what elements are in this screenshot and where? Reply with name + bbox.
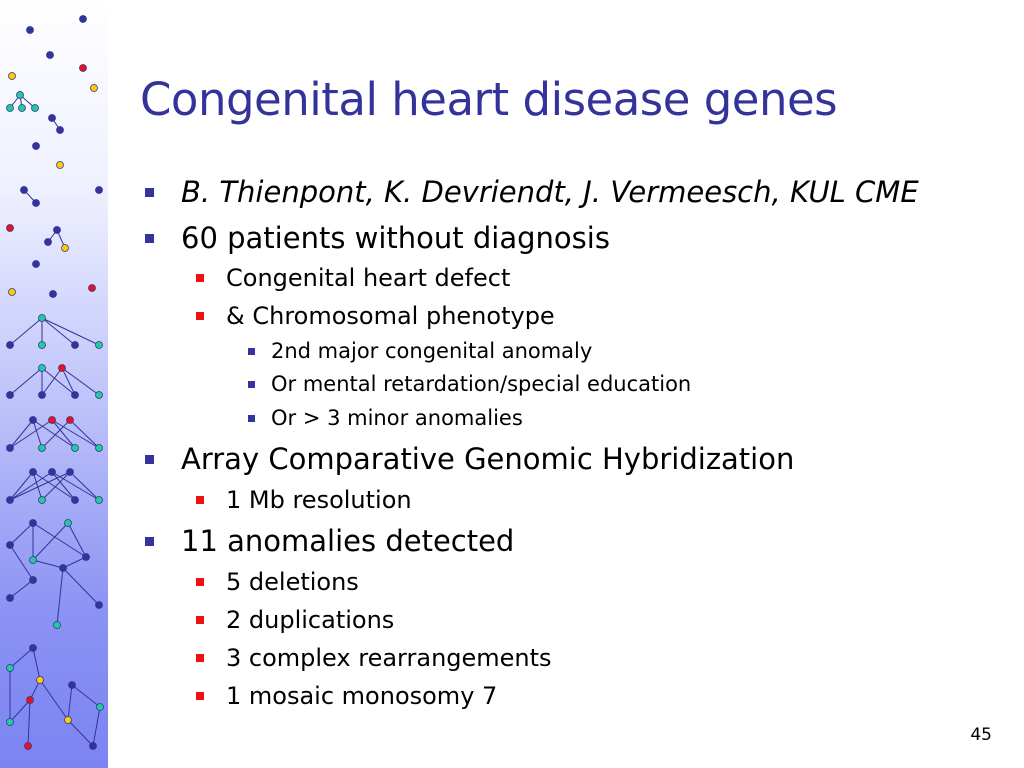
bullet-item bbox=[181, 219, 610, 257]
bullet-text: B. Thienpont, K. Devriendt, J. Vermeesch, KUL CME bbox=[181, 175, 919, 209]
slide-title: Congenital heart disease genes bbox=[140, 73, 838, 126]
bullet-text: 1 mosaic monosomy 7 bbox=[226, 682, 498, 710]
bullet-marker bbox=[196, 616, 204, 624]
bullet-text: Or > 3 minor anomalies bbox=[271, 406, 523, 430]
bullet-marker bbox=[248, 381, 255, 388]
sub-sub-bullet-item bbox=[271, 337, 592, 365]
bullet-marker bbox=[145, 537, 154, 546]
sub-bullet-item bbox=[226, 262, 510, 294]
bullet-item bbox=[181, 522, 514, 560]
bullet-text: 2 duplications bbox=[226, 606, 395, 634]
bullet-text: & Chromosomal phenotype bbox=[226, 302, 555, 330]
bullet-text: Array Comparative Genomic Hybridization bbox=[181, 442, 795, 476]
bullet-marker bbox=[196, 312, 204, 320]
sub-bullet-item bbox=[226, 604, 394, 636]
bullet-text: 2nd major congenital anomaly bbox=[271, 339, 593, 363]
sub-sub-bullet-item bbox=[271, 404, 523, 432]
sub-sub-bullet-item bbox=[271, 370, 691, 398]
sub-bullet-item bbox=[226, 300, 555, 332]
bullet-marker bbox=[196, 274, 204, 282]
sub-bullet-item bbox=[226, 642, 552, 674]
bullet-text: 1 Mb resolution bbox=[226, 486, 412, 514]
bullet-marker bbox=[145, 234, 154, 243]
bullet-marker bbox=[196, 496, 204, 504]
bullet-text: 3 complex rearrangements bbox=[226, 644, 552, 672]
bullet-marker bbox=[196, 692, 204, 700]
bullet-text: 11 anomalies detected bbox=[181, 524, 515, 558]
slide-number: 45 bbox=[970, 725, 992, 745]
sub-bullet-item bbox=[226, 566, 359, 598]
bullet-text: Congenital heart defect bbox=[226, 264, 511, 292]
bullet-text: Or mental retardation/special education bbox=[271, 372, 692, 396]
sub-bullet-item bbox=[226, 484, 412, 516]
bullet-marker bbox=[145, 455, 154, 464]
bullet-text: 5 deletions bbox=[226, 568, 359, 596]
bullet-marker bbox=[196, 578, 204, 586]
bullet-item bbox=[181, 173, 919, 211]
bullet-marker bbox=[196, 654, 204, 662]
bullet-item bbox=[181, 440, 794, 478]
bullet-marker bbox=[145, 188, 154, 197]
bullet-marker bbox=[248, 415, 255, 422]
bullet-marker bbox=[248, 348, 255, 355]
bullet-text: 60 patients without diagnosis bbox=[181, 221, 610, 255]
sub-bullet-item bbox=[226, 680, 497, 712]
